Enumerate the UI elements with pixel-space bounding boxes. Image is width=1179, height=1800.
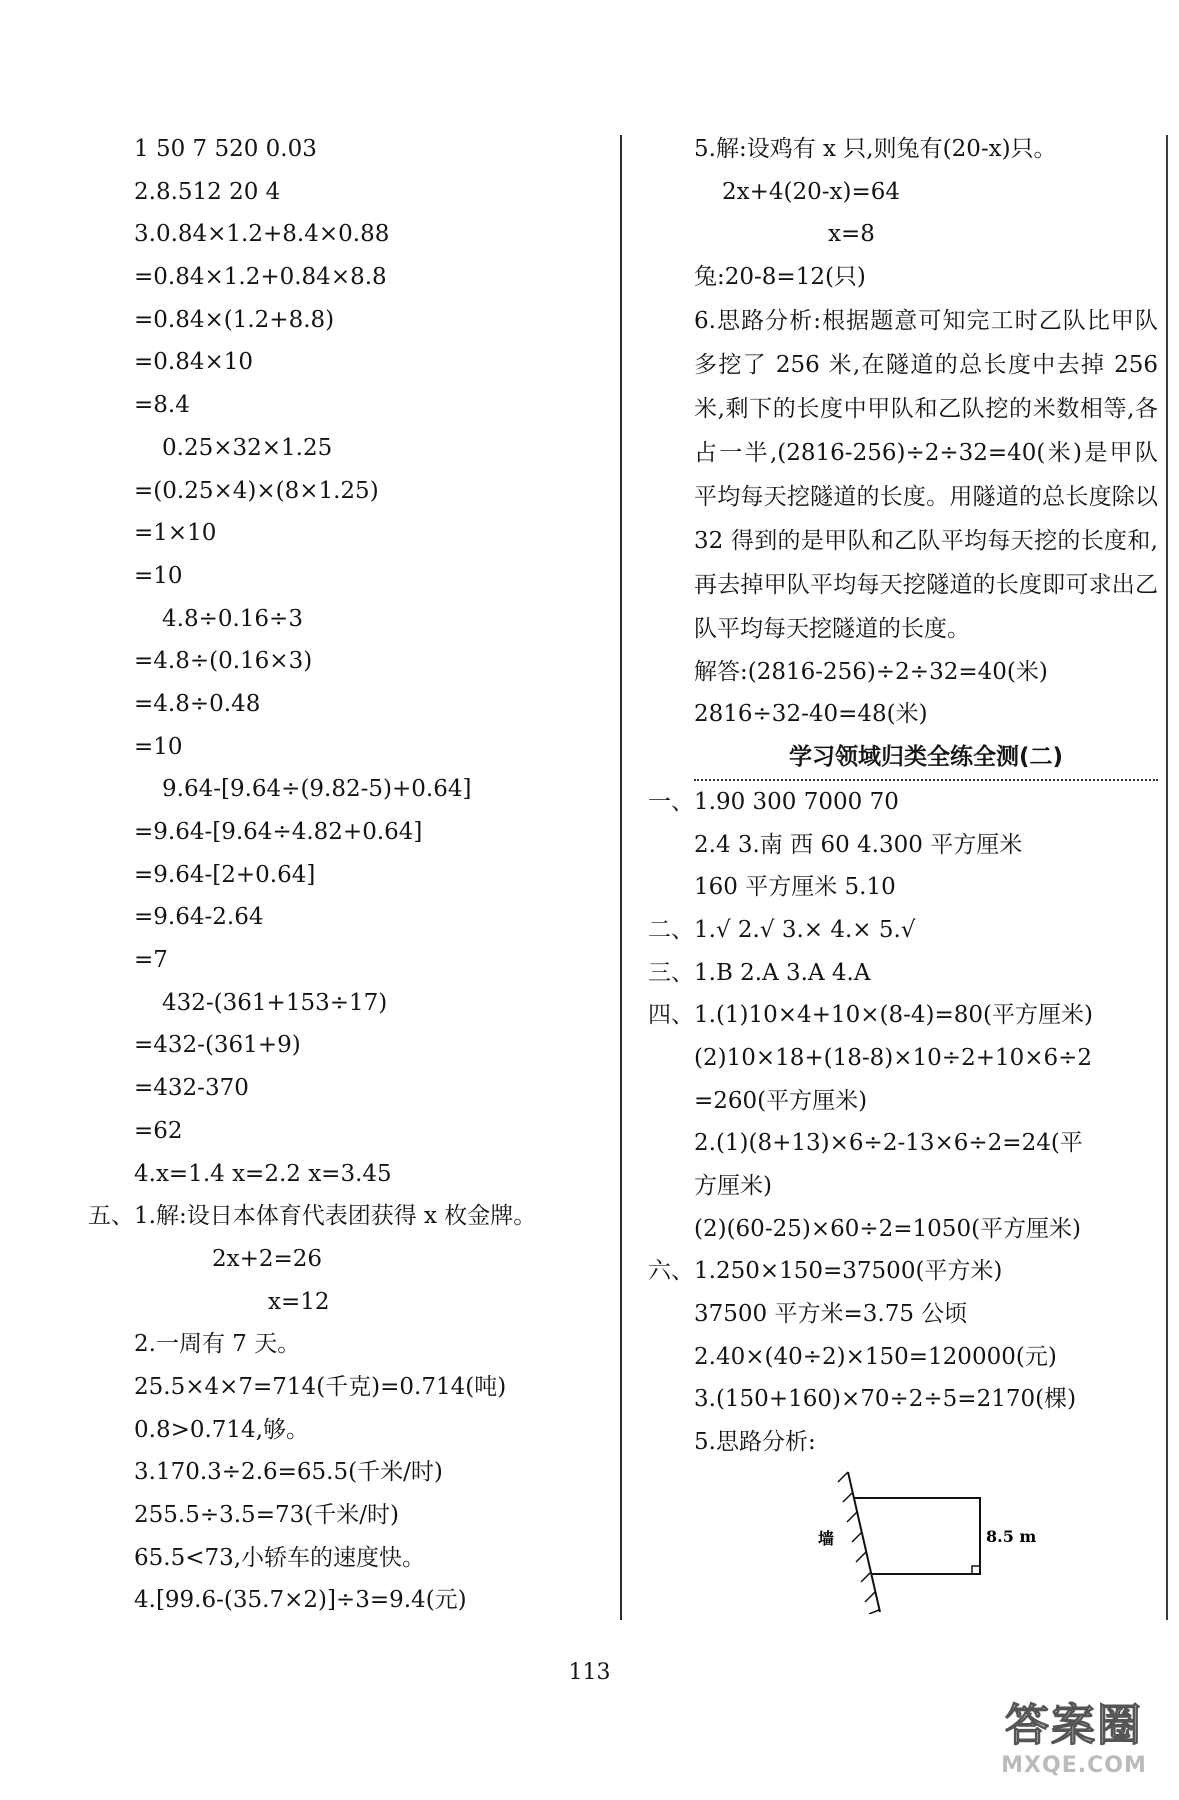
answer-line: =4.8÷0.48 [134,690,261,717]
answer-line: 六、1.250×150=37500(平方米) [648,1258,1003,1285]
answer-line: =260(平方厘米) [694,1087,868,1114]
answer-line: =10 [134,733,183,760]
answer-line: 2x+2=26 [212,1245,323,1272]
wall-hatching [838,1472,879,1614]
wall-diagram [818,1464,1078,1614]
height-label: 8.5 m [986,1526,1037,1546]
answer-line: 5.思路分析: [694,1429,816,1456]
watermark-title: 答案圈 [1005,1700,1143,1751]
wall-rectangle-figure [648,1464,1158,1614]
answer-line: 方厘米) [694,1173,772,1199]
page-edge-line [1166,135,1168,1620]
answer-line: =432-370 [134,1075,249,1102]
right-angle-mark [972,1566,980,1574]
column-divider [620,135,622,1620]
answer-line: 2.一周有 7 天。 [134,1331,301,1358]
answer-line: =(0.25×4)×(8×1.25) [134,477,379,504]
answer-line: 兔:20-8=12(只) [694,264,866,291]
answer-line: =9.64-[2+0.64] [134,861,316,888]
answer-line: 0.25×32×1.25 [162,434,333,461]
answer-line: (2)(60-25)×60÷2=1050(平方厘米) [694,1215,1082,1242]
q6-solution [648,651,1158,736]
answer-line: 五、1.解:设日本体育代表团获得 x 枚金牌。 [88,1203,537,1230]
left-column [88,128,613,1622]
answer-line: =0.84×(1.2+8.8) [134,306,335,333]
answer-line: =0.84×10 [134,349,254,376]
answer-line: 2.40×(40÷2)×150=120000(元) [694,1343,1057,1370]
answer-line: 432-(361+153÷17) [162,989,388,1016]
fence-rectangle [854,1498,980,1574]
page-number: 113 [568,1660,611,1685]
answer-line: 9.64-[9.64÷(9.82-5)+0.64] [162,776,472,803]
answer-line: 2.(1)(8+13)×6÷2-13×6÷2=24(平 [694,1130,1083,1157]
answer-line: =10 [134,562,183,589]
answer-line: 2.8.512 20 4 [134,178,281,205]
answer-line: 二、1.√ 2.√ 3.× 4.× 5.√ [648,916,916,943]
answer-line: =8.4 [134,392,190,419]
answer-line: =9.64-2.64 [134,904,264,931]
wall-label: 墙 [818,1528,835,1548]
answer-line: 2.4 3.南 西 60 4.300 平方厘米 [694,831,1023,858]
answer-line: 65.5<73,小轿车的速度快。 [134,1544,426,1571]
answer-line: =9.64-[9.64÷4.82+0.64] [134,819,423,845]
answer-line: 4.x=1.4 x=2.2 x=3.45 [134,1160,392,1187]
answer-line: 37500 平方米=3.75 公顷 [694,1301,968,1328]
site-watermark-logo [989,1689,1159,1784]
answer-line: 3.(150+160)×70÷2÷5=2170(棵) [694,1386,1077,1413]
answer-line: 4.[99.6-(35.7×2)]÷3=9.4(元) [134,1587,467,1614]
answer-line: =7 [134,947,168,974]
right-top-answers [648,128,1158,299]
answer-line: 0.8>0.714,够。 [134,1416,310,1443]
answer-line: 一、1.90 300 7000 70 [648,788,899,815]
answer-line: 1 50 7 520 0.03 [134,136,317,162]
section-header: 学习领域归类全练全测(二) [694,736,1158,781]
answer-line: 5.解:设鸡有 x 只,则兔有(20-x)只。 [694,136,1057,162]
answer-line: =62 [134,1117,183,1144]
answer-line: =4.8÷(0.16×3) [134,648,313,675]
answer-line: x=8 [828,221,875,248]
answer-line: 2x+4(20-x)=64 [722,178,901,205]
q6-analysis: 6.思路分析:根据题意可知完工时乙队比甲队多挖了 256 米,在隧道的总长度中去掉 256 米,剩下的长度中甲队和乙队挖的米数相等,各占一半,(2816-256)÷2÷32=40(米)是甲队平均每天挖隧道的长度。用隧道的总长度除以 32 得到的是甲队和乙队平均每天挖的长度和,再去掉甲队平均每天挖隧道的长度即可求出乙队平均每天挖隧道的长度。 [694,307,1158,642]
answer-line: x=12 [268,1288,330,1315]
answer-line: 三、1.B 2.A 3.A 4.A [648,959,871,986]
answer-line: 3.170.3÷2.6=65.5(千米/时) [134,1459,443,1486]
answer-line: (2)10×18+(18-8)×10÷2+10×6÷2 [694,1044,1093,1071]
answer-line: 2816÷32-40=48(米) [694,701,928,728]
answer-line: 25.5×4×7=714(千克)=0.714(吨) [134,1373,507,1400]
answer-line: =0.84×1.2+0.84×8.8 [134,264,387,291]
answer-line: =1×10 [134,520,217,547]
right-column [648,128,1158,1614]
answer-line: 160 平方厘米 5.10 [694,874,896,901]
right-bottom-answers [648,781,1158,1464]
answer-line: 四、1.(1)10×4+10×(8-4)=80(平方厘米) [648,1002,1093,1029]
answer-line: 解答:(2816-256)÷2÷32=40(米) [694,658,1048,685]
answer-line: 4.8÷0.16÷3 [162,605,303,632]
answer-line: 255.5÷3.5=73(千米/时) [134,1502,399,1528]
answer-line: =432-(361+9) [134,1032,301,1059]
answer-line: 3.0.84×1.2+8.4×0.88 [134,221,390,248]
watermark-url: MXQE.COM [1001,1753,1147,1778]
